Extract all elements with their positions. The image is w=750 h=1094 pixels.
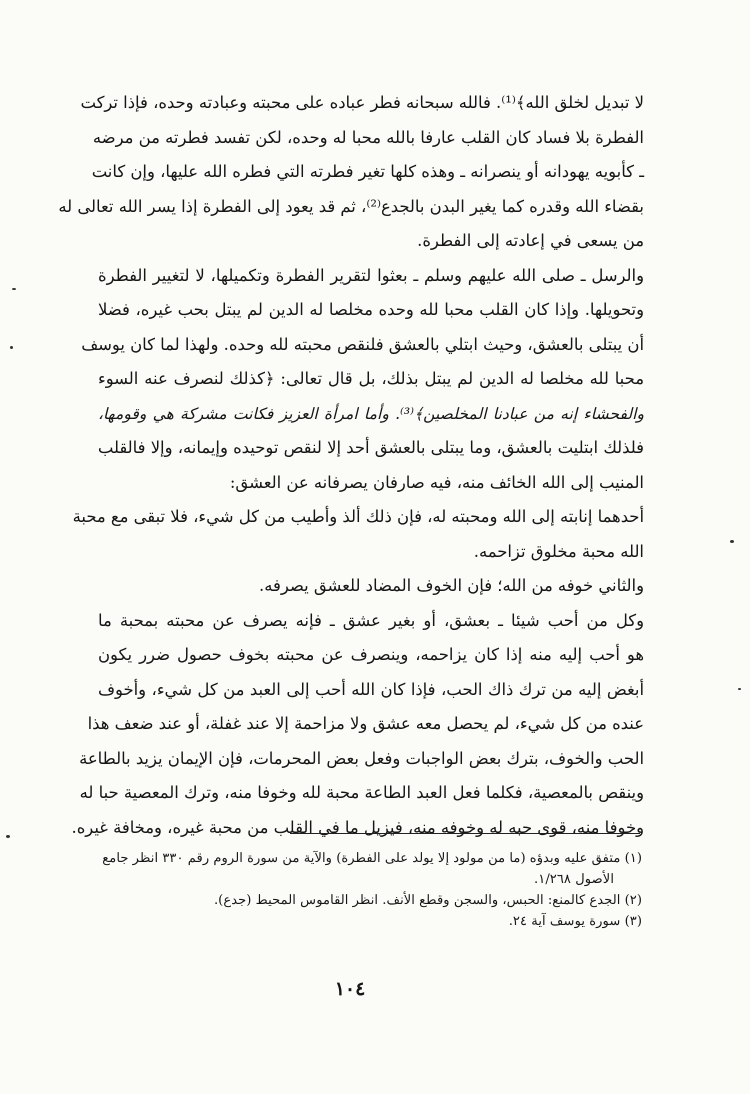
text-line: الله محبة مخلوق تزاحمه.	[473, 541, 644, 561]
footnote-3: (٣) سورة يوسف آية ٢٤.	[508, 914, 642, 929]
scan-speck	[6, 835, 10, 838]
scan-speck	[12, 288, 16, 290]
text-line: أن يبتلى بالعشق، وحيث ابتلي بالعشق فلنقص محبته لله وحده. ولهذا لما كان يوسف	[81, 334, 644, 354]
text-line: ـ كأبويه يهودانه أو ينصرانه ـ وهذه كلها تغير فطرته التي فطره الله عليها، وإن كانت	[91, 162, 644, 181]
text-line: أبغض إليه من ترك ذاك الحب، فإذا كان الله أحب إلى العبد من كل شيء، وأخوف	[98, 679, 644, 699]
text-line: محبا لله مخلصا له الدين لم يبتل بذلك، بل قال تعالى: ﴿كذلك لنصرف عنه السوء	[98, 369, 644, 388]
text-line: وتحويلها. وإذا كان القلب محبا لله وحده مخلصا له الدين لم يبتل بحب غيره، فضلا	[98, 300, 644, 319]
scan-speck	[10, 346, 13, 349]
text-line: هو أحب إليه منه إذا كان يزاحمه، وينصرف عن محبته بخوف حصول ضرر يكون	[98, 645, 644, 664]
scan-speck	[730, 540, 734, 543]
footnote-2: (٢) الجدع كالمنع: الحبس، والسجن وقطع الأنف. انظر القاموس المحيط (جدع).	[213, 893, 642, 908]
text-line: بقضاء الله وقدره كما يغير البدن بالجدع⁽²⁾، ثم قد يعود إلى الفطرة إذا يسر الله تعالى له	[58, 196, 644, 216]
footnote-1-continuation: الأصول ١/٢٦٨.	[534, 872, 614, 887]
text-line: فلذلك ابتليت بالعشق، وما يبتلى بالعشق أحد إلا لنقص توحيده وإيمانه، وإلا فالقلب	[97, 438, 644, 457]
page-number: ١٠٤	[334, 978, 366, 1000]
text-line: عنده من كل شيء، لم يحصل معه عشق ولا مزاحمة إلا عند غفلة، أو عند ضعف هذا	[87, 714, 644, 733]
scan-speck	[738, 688, 741, 690]
text-line: وكل من أحب شيئا ـ بعشق، أو بغير عشق ـ فإنه يصرف عن محبته بمحبة ما	[98, 610, 644, 630]
text-line: والرسل ـ صلى الله عليهم وسلم ـ بعثوا لتقرير الفطرة وتكميلها، لا لتغيير الفطرة	[98, 265, 644, 285]
text-line: وخوفا منه، قوى حبه له وخوفه منه، فيزيل ما في القلب من محبة غيره، ومخافة غيره.	[71, 817, 644, 837]
text-line: والثاني خوفه من الله؛ فإن الخوف المضاد للعشق يصرفه.	[258, 576, 644, 595]
text-line: الحب والخوف، بترك بعض الواجبات وفعل بعض المحرمات، فإن الإيمان يزيد بالطاعة	[79, 748, 644, 768]
text-line: من يسعى في إعادته إلى الفطرة.	[417, 231, 644, 250]
footnote-separator	[290, 833, 640, 834]
footnotes	[100, 848, 642, 932]
text-line: لا تبديل لخلق الله﴾⁽¹⁾. فالله سبحانه فطر عباده على محبته وعبادته وحده، فإذا تركت	[80, 93, 644, 112]
text-line: أحدهما إنابته إلى الله ومحبته له، فإن ذلك ألذ وأطيب من كل شيء، فلا تبقى مع محبة	[72, 507, 644, 526]
main-text	[58, 86, 644, 845]
text-line: وينقص بالمعصية، فكلما فعل العبد الطاعة محبة لله وخوفا منه، وترك المعصية حبا له	[79, 783, 644, 802]
footnote-1: (١) متفق عليه وبدؤه (ما من مولود إلا يولد على الفطرة) والآية من سورة الروم رقم ٣٣٠ انظر جامع	[102, 851, 642, 866]
text-line: المنيب إلى الله الخائف منه، فيه صارفان يصرفانه عن العشق:	[229, 472, 644, 492]
text-line: الفطرة بلا فساد كان القلب عارفا بالله محبا له وحده، لكن تفسد فطرته من مرضه	[92, 127, 644, 147]
quran-verse-line: والفحشاء إنه من عبادنا المخلصين﴾⁽³⁾. وأما امرأة العزيز فكانت مشركة هي وقومها،	[98, 404, 644, 423]
